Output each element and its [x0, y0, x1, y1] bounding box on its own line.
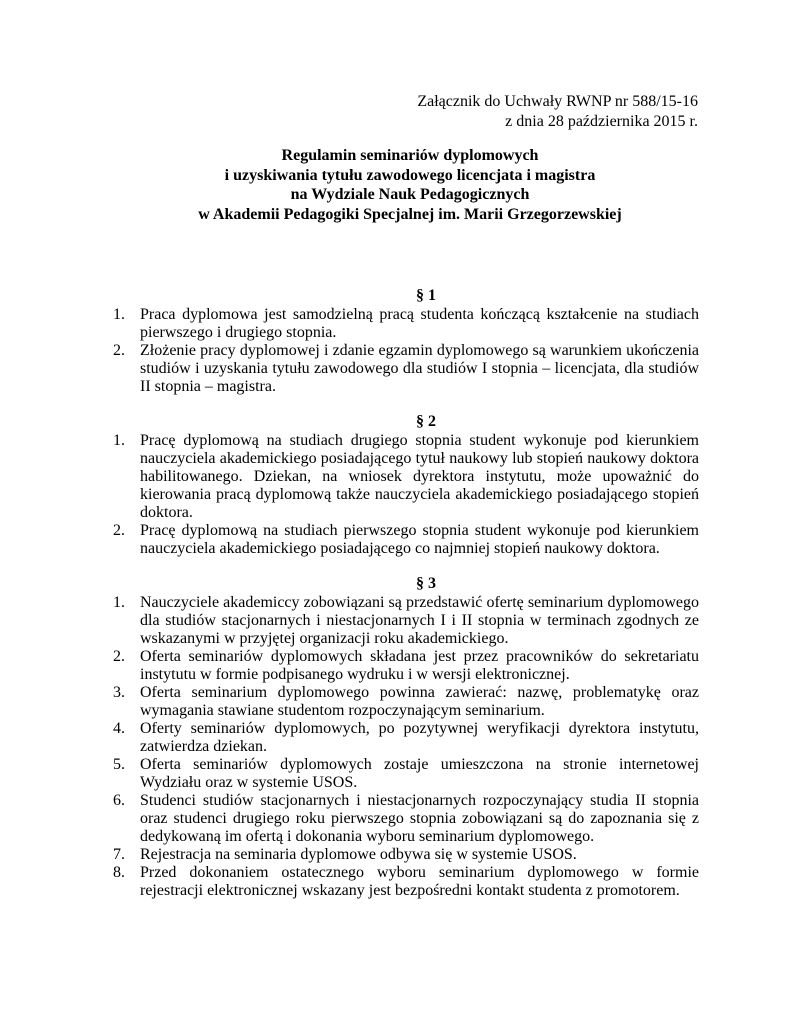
- item-text: Praca dyplomowa jest samodzielną pracą studenta kończącą kształcenie na studiach pierwszego i drugiego stopnia.: [140, 306, 699, 341]
- item-number: 2.: [113, 522, 125, 539]
- list-item: [113, 684, 699, 720]
- item-text: Nauczyciele akademiccy zobowiązani są przedstawić ofertę seminarium dyplomowego dla studiów stacjonarnych i niestacjonarnych I i II stopnia w terminach zgodnych ze wskazanymi w przyjętej organizacji roku akademickiego.: [140, 594, 699, 647]
- section-heading: § 1: [416, 287, 436, 304]
- item-number: 8.: [113, 864, 125, 881]
- annex-date: z dnia 28 października 2015 r.: [505, 113, 698, 130]
- section-list: [113, 306, 699, 396]
- section-heading: § 3: [416, 575, 436, 592]
- item-text: Złożenie pracy dyplomowej i zdanie egzamin dyplomowego są warunkiem ukończenia studiów i uzyskania tytułu zawodowego dla studiów I stopnia – licencjata, dla studiów II stopnia – magistra.: [140, 342, 699, 395]
- list-item: [113, 342, 699, 396]
- list-item: [113, 846, 699, 864]
- section-list: [113, 432, 699, 558]
- title-line: w Akademii Pedagogiki Specjalnej im. Marii Grzegorzewskiej: [198, 205, 622, 223]
- list-item: [113, 306, 699, 342]
- item-number: 1.: [113, 432, 125, 449]
- list-item: [113, 792, 699, 846]
- item-text: Oferty seminariów dyplomowych, po pozytywnej weryfikacji dyrektora instytutu, zatwierdza dziekan.: [140, 720, 699, 755]
- item-number: 4.: [113, 720, 125, 737]
- item-number: 2.: [113, 342, 125, 359]
- section-heading: § 2: [416, 413, 436, 430]
- list-item: [113, 756, 699, 792]
- item-text: Studenci studiów stacjonarnych i niestacjonarnych rozpoczynający studia II stopnia oraz studenci drugiego roku pierwszego stopnia zobowiązani są do zapoznania się z dedykowaną im ofertą i dokonania wyboru seminarium dyplomowego.: [140, 792, 699, 845]
- section-list: [113, 594, 699, 900]
- item-number: 6.: [113, 792, 125, 809]
- annex-header: [417, 92, 698, 132]
- item-text: Pracę dyplomową na studiach drugiego stopnia student wykonuje pod kierunkiem nauczyciela akademickiego posiadającego tytuł naukowy lub stopień naukowy doktora habilitowanego. Dziekan, na wniosek dyrektora instytutu, może upoważnić do kierowania pracą dyplomową także nauczyciela akademickiego posiadającego stopień doktora.: [140, 432, 699, 521]
- item-number: 2.: [113, 648, 125, 665]
- section-2: [113, 413, 699, 558]
- list-item: [113, 432, 699, 522]
- list-item: [113, 864, 699, 900]
- section-3: [113, 575, 699, 900]
- list-item: [113, 720, 699, 756]
- item-text: Oferta seminariów dyplomowych składana jest przez pracowników do sekretariatu instytutu w formie podpisanego wydruku i w wersji elektronicznej.: [140, 648, 699, 683]
- item-text: Przed dokonaniem ostatecznego wyboru seminarium dyplomowego w formie rejestracji elektronicznej wskazany jest bezpośredni kontakt studenta z promotorem.: [140, 864, 699, 899]
- section-1: [113, 287, 699, 396]
- list-item: [113, 594, 699, 648]
- list-item: [113, 648, 699, 684]
- item-number: 1.: [113, 594, 125, 611]
- list-item: [113, 522, 699, 558]
- annex-line: Załącznik do Uchwały RWNP nr 588/15-16: [417, 93, 698, 110]
- item-number: 5.: [113, 756, 125, 773]
- item-number: 7.: [113, 846, 125, 863]
- item-text: Rejestracja na seminaria dyplomowe odbywa się w systemie USOS.: [140, 846, 577, 863]
- title-line: na Wydziale Nauk Pedagogicznych: [290, 186, 530, 203]
- title-line: i uzyskiwania tytułu zawodowego licencjata i magistra: [224, 166, 596, 184]
- item-text: Pracę dyplomową na studiach pierwszego stopnia student wykonuje pod kierunkiem nauczyciela akademickiego posiadającego co najmniej stopień naukowy doktora.: [140, 522, 699, 557]
- item-number: 3.: [113, 684, 125, 701]
- document-title: [110, 146, 710, 224]
- item-number: 1.: [113, 306, 125, 323]
- title-line: Regulamin seminariów dyplomowych: [281, 147, 539, 164]
- item-text: Oferta seminarium dyplomowego powinna zawierać: nazwę, problematykę oraz wymagania stawiane studentom rozpoczynającym seminarium.: [140, 684, 699, 719]
- item-text: Oferta seminariów dyplomowych zostaje umieszczona na stronie internetowej Wydziału oraz w systemie USOS.: [140, 756, 699, 791]
